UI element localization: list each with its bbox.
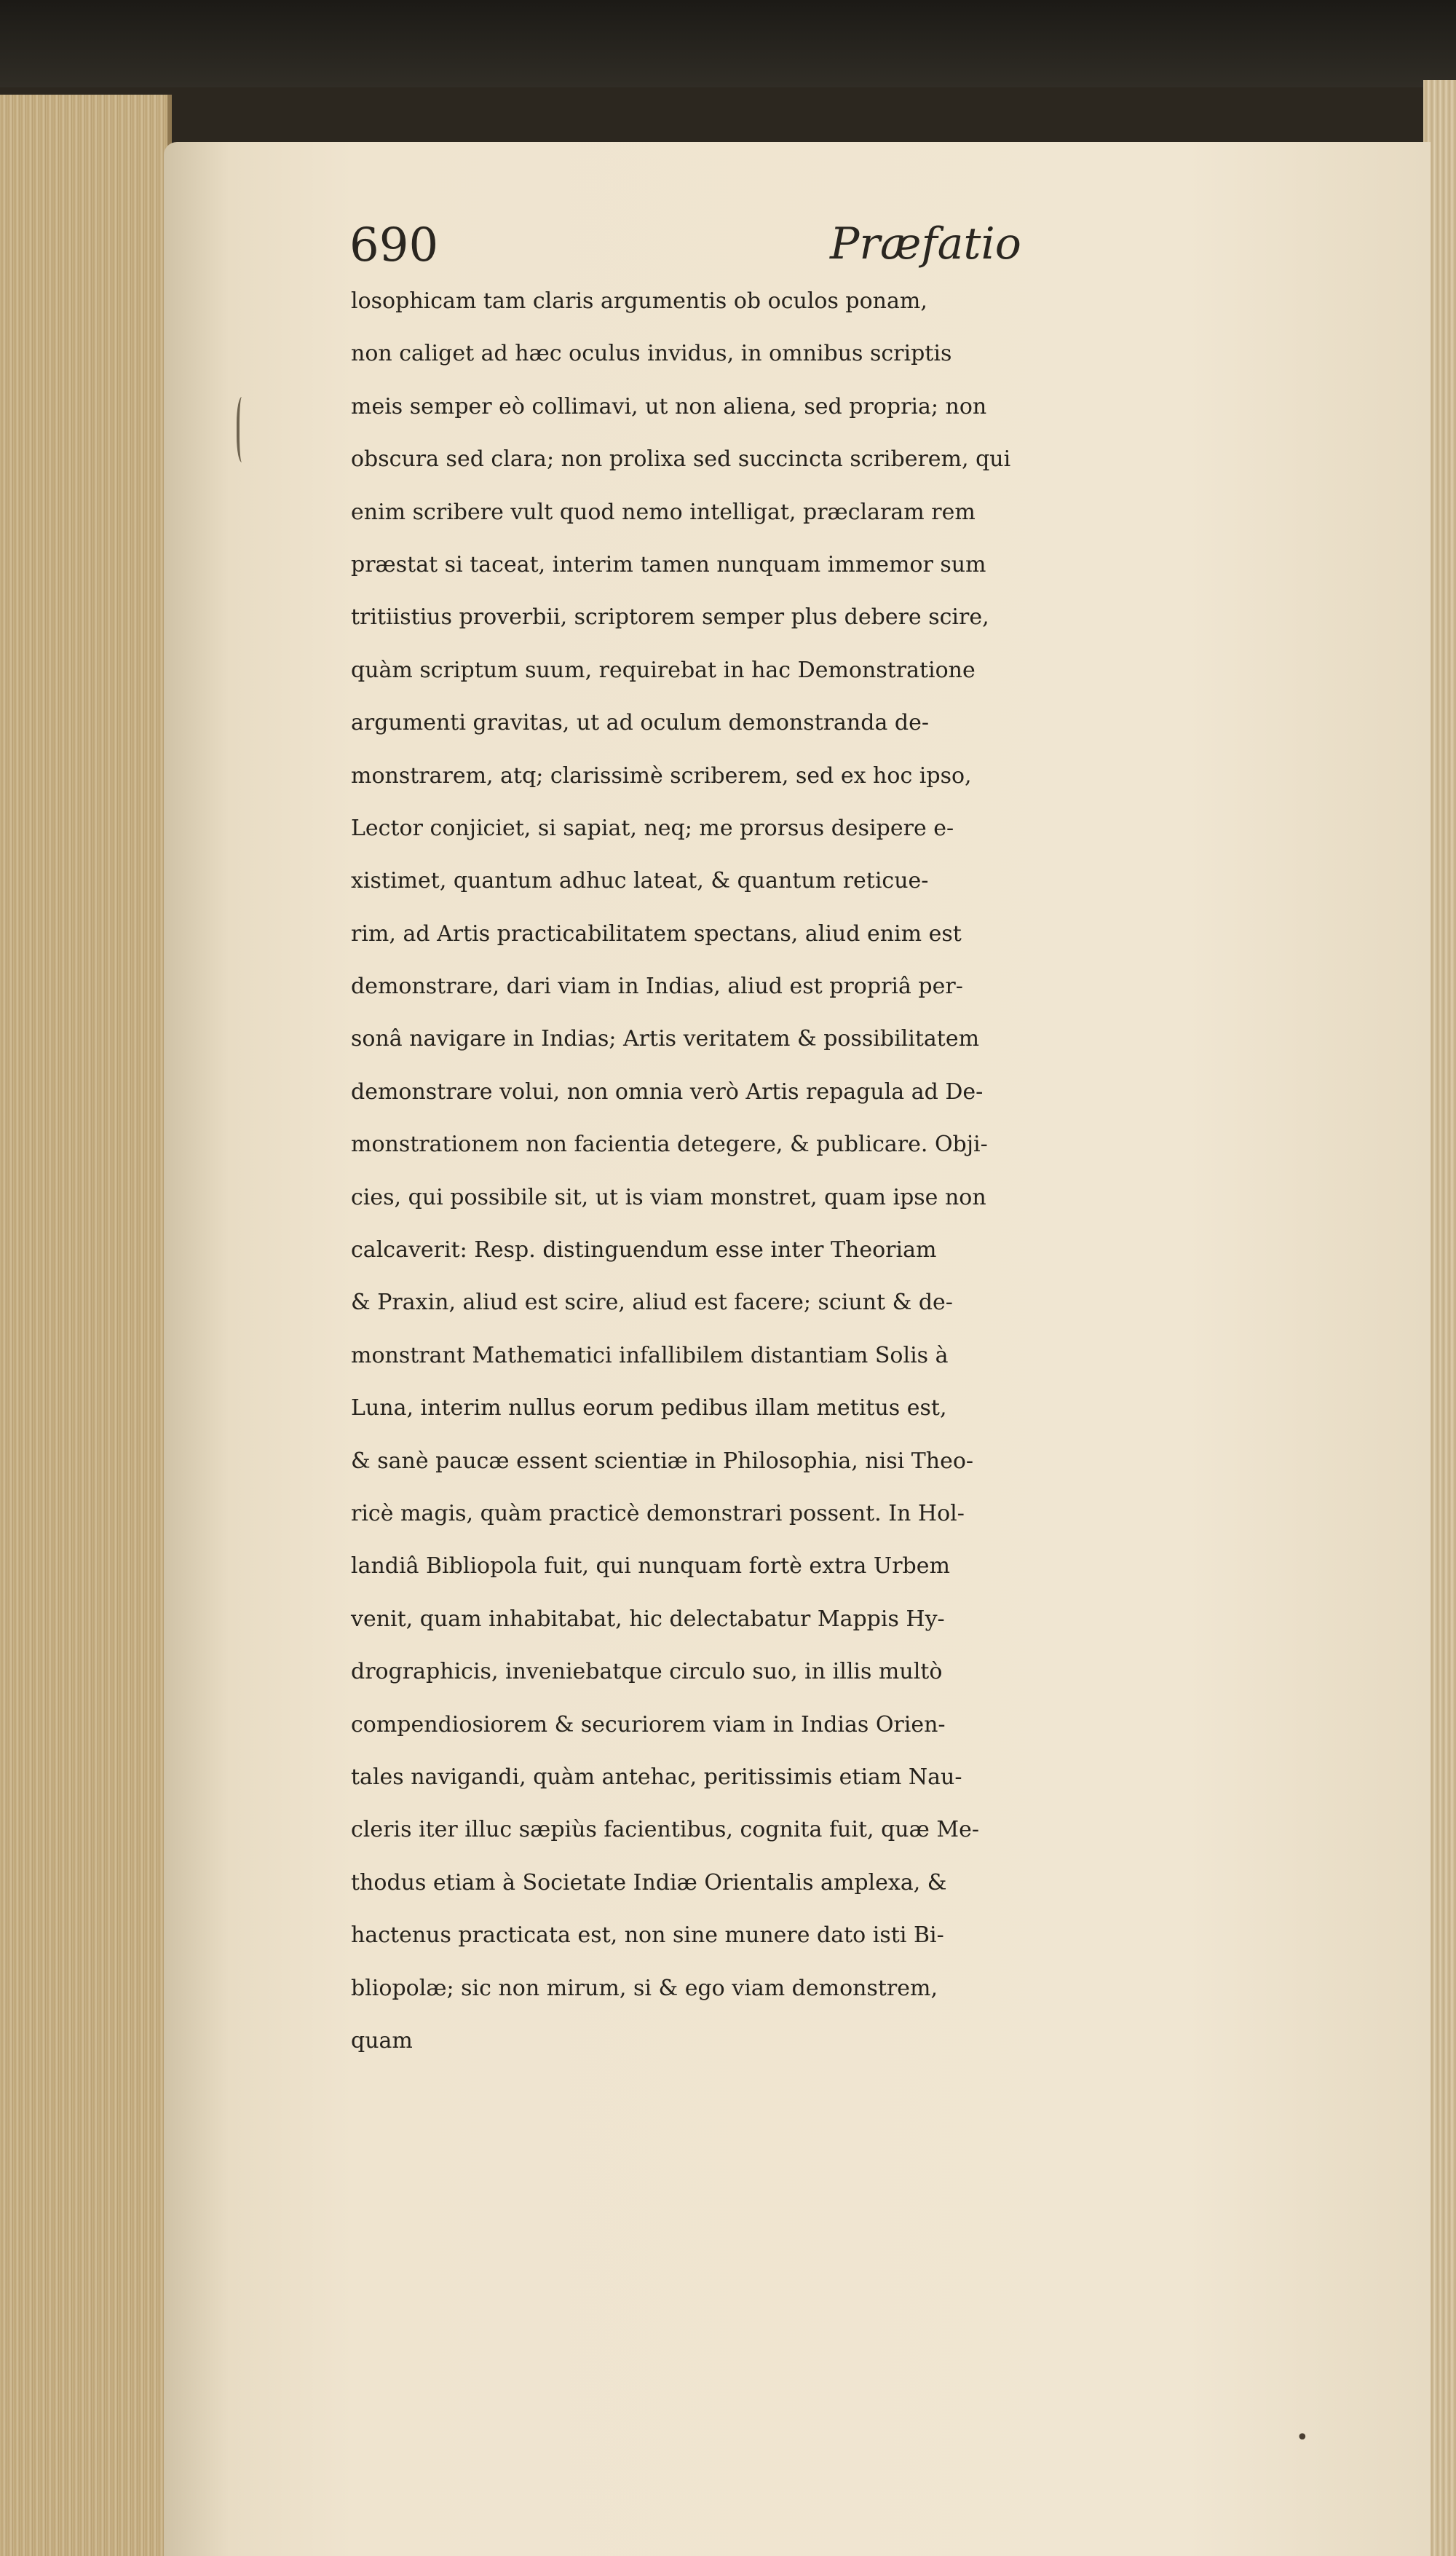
text-line: meis semper eò collimavi, ut non aliena, sed propria; non xyxy=(351,393,987,419)
text-line: cleris iter illuc sæpiùs facientibus, cognita fuit, quæ Me- xyxy=(351,1817,979,1843)
text-line: Luna, interim nullus eorum pedibus illam metitus est, xyxy=(351,1395,947,1421)
text-line: argumenti gravitas, ut ad oculum demonstranda de- xyxy=(351,710,929,736)
page-number: 690 xyxy=(349,218,439,272)
text-line: quam xyxy=(351,2027,413,2054)
text-line: xistimet, quantum adhuc lateat, & quantum reticue- xyxy=(351,868,929,894)
text-line: rim, ad Artis practicabilitatem spectans, aliud enim est xyxy=(351,920,962,947)
text-line: compendiosiorem & securiorem viam in Indias Orien- xyxy=(351,1711,946,1737)
ink-spot-mark: • xyxy=(1296,2425,1309,2450)
text-line: & sanè paucæ essent scientiæ in Philosophia, nisi Theo- xyxy=(351,1448,974,1474)
text-line: præstat si taceat, interim tamen nunquam immemor sum xyxy=(351,551,986,577)
text-line: demonstrare volui, non omnia verò Artis repagula ad De- xyxy=(351,1078,984,1105)
text-line: landiâ Bibliopola fuit, qui nunquam fortè extra Urbem xyxy=(351,1553,950,1579)
text-line: cies, qui possibile sit, ut is viam monstret, quam ipse non xyxy=(351,1184,986,1210)
text-line: non caliget ad hæc oculus invidus, in omnibus scriptis xyxy=(351,341,952,367)
text-line: Lector conjiciet, si sapiat, neq; me prorsus desipere e- xyxy=(351,815,954,841)
text-line: calcaverit: Resp. distinguendum esse inter Theoriam xyxy=(351,1237,937,1263)
text-line: enim scribere vult quod nemo intelligat, præclaram rem xyxy=(351,499,976,525)
page-text xyxy=(351,275,1421,2067)
text-line: bliopolæ; sic non mirum, si & ego viam demonstrem, xyxy=(351,1975,938,2001)
text-line: hactenus practicata est, non sine munere dato isti Bi- xyxy=(351,1922,944,1949)
text-line: thodus etiam à Societate Indiæ Orientalis amplexa, & xyxy=(351,1869,947,1896)
text-line: obscura sed clara; non prolixa sed succincta scriberem, qui xyxy=(351,446,1011,473)
text-line: drographicis, inveniebatque circulo suo, in illis multò xyxy=(351,1659,943,1685)
text-line: sonâ navigare in Indias; Artis veritatem & possibilitatem xyxy=(351,1026,980,1052)
text-line: & Praxin, aliud est scire, aliud est facere; sciunt & de- xyxy=(351,1290,953,1316)
left-page-edges xyxy=(0,95,172,2556)
text-line: venit, quam inhabitabat, hic delectabatur Mappis Hy- xyxy=(351,1606,945,1632)
text-line: tales navigandi, quàm antehac, peritissimis etiam Nau- xyxy=(351,1764,962,1790)
text-line: monstrarem, atq; clarissimè scriberem, sed ex hoc ipso, xyxy=(351,762,972,789)
text-line: quàm scriptum suum, requirebat in hac Demonstratione xyxy=(351,657,976,683)
text-line: tritiistius proverbii, scriptorem semper plus debere scire, xyxy=(351,604,989,631)
text-line: monstrationem non facientia detegere, & publicare. Obji- xyxy=(351,1132,988,1158)
text-line: demonstrare, dari viam in Indias, aliud est propriâ per- xyxy=(351,974,963,1000)
text-line: monstrant Mathematici infallibilem distantiam Solis à xyxy=(351,1342,949,1368)
text-line: losophicam tam claris argumentis ob oculos ponam, xyxy=(351,288,927,314)
margin-bracket-mark xyxy=(237,397,250,462)
running-head: Præfatio xyxy=(830,218,1021,269)
text-line: ricè magis, quàm practicè demonstrari possent. In Hol- xyxy=(351,1500,965,1526)
page-header xyxy=(349,218,1412,284)
